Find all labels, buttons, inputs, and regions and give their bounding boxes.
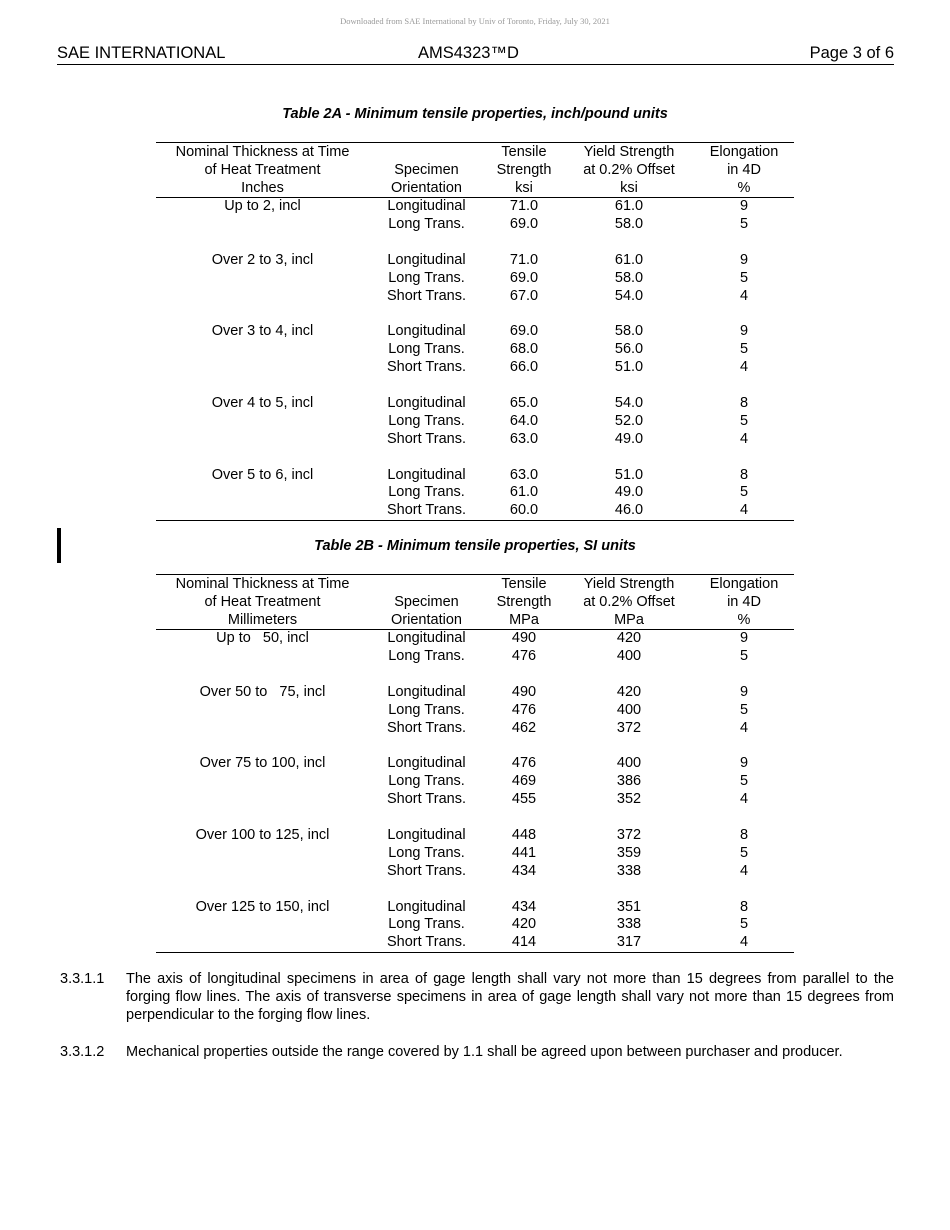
table-cell <box>156 720 369 738</box>
header-row <box>156 179 794 198</box>
table-cell: 63.0 <box>509 466 539 483</box>
spacer-row <box>156 737 794 755</box>
table-cell: Longitudinal <box>387 251 466 268</box>
table-cell: Long Trans. <box>388 215 465 232</box>
header-document-number: AMS4323™D <box>418 44 519 62</box>
spacer-row <box>156 234 794 252</box>
table-cell: 71.0 <box>509 251 539 268</box>
table-row <box>156 845 794 863</box>
table-row <box>156 702 794 720</box>
table-cell: 476 <box>511 755 537 772</box>
spacer-cell <box>156 666 794 684</box>
table-cell: 60.0 <box>509 502 539 519</box>
table-row <box>156 827 794 845</box>
column-header-line: of Heat Treatment <box>204 162 321 178</box>
table-cell: 9 <box>739 251 749 268</box>
column-header-line: % <box>737 612 751 628</box>
table-cell: 67.0 <box>509 287 539 304</box>
spacer-cell <box>156 737 794 755</box>
table-cell: 58.0 <box>614 269 644 286</box>
column-header-line: in 4D <box>727 594 761 610</box>
table-cell: 56.0 <box>614 341 644 358</box>
column-header-line: Specimen <box>394 594 459 610</box>
table-cell: 4 <box>739 934 749 951</box>
table-cell <box>156 773 369 791</box>
table-cell <box>156 484 369 502</box>
table-cell: Short Trans. <box>387 862 466 879</box>
table-cell: 5 <box>739 484 749 501</box>
table-row <box>156 773 794 791</box>
table-cell: 400 <box>616 647 642 664</box>
column-header-line: Strength <box>496 594 552 610</box>
table-cell: Longitudinal <box>387 466 466 483</box>
header-row <box>156 593 794 611</box>
table-cell: 64.0 <box>509 412 539 429</box>
table-row <box>156 899 794 917</box>
table-cell: 4 <box>739 430 749 447</box>
table-cell: 71.0 <box>509 198 539 214</box>
table-cell <box>156 845 369 863</box>
table-cell: Over 100 to 125, incl <box>195 826 330 843</box>
table-cell: 49.0 <box>614 484 644 501</box>
column-header-line: Nominal Thickness at Time <box>175 576 350 592</box>
table-2b-title: Table 2B - Minimum tensile properties, SI units <box>314 538 636 554</box>
paragraph-number: 3.3.1.1 <box>60 971 105 987</box>
table-cell: 420 <box>616 630 642 646</box>
table-row <box>156 467 794 485</box>
table-row <box>156 252 794 270</box>
table-cell: 352 <box>616 791 642 808</box>
table-cell: Long Trans. <box>388 773 465 790</box>
table-cell: 54.0 <box>614 287 644 304</box>
table-row <box>156 502 794 520</box>
table-cell: Over 3 to 4, incl <box>211 323 314 340</box>
spacer-row <box>156 305 794 323</box>
table-cell <box>156 341 369 359</box>
table-cell: 434 <box>511 862 537 879</box>
table-cell: Short Trans. <box>387 791 466 808</box>
column-header-line: ksi <box>620 180 638 196</box>
spacer-cell <box>156 449 794 467</box>
column-header-line: MPa <box>614 612 644 628</box>
table-row <box>156 323 794 341</box>
header-page-number: Page 3 of 6 <box>809 44 894 62</box>
table-cell: Long Trans. <box>388 269 465 286</box>
table-cell <box>156 934 369 952</box>
table-cell: 9 <box>739 630 749 646</box>
table-row <box>156 395 794 413</box>
table-cell: 9 <box>739 198 749 214</box>
table-cell: Longitudinal <box>387 826 466 843</box>
table-cell <box>156 502 369 520</box>
table-cell <box>156 791 369 809</box>
table-row <box>156 755 794 773</box>
table-cell <box>156 863 369 881</box>
table-cell: 49.0 <box>614 430 644 447</box>
table-cell: 61.0 <box>509 484 539 501</box>
table-cell: 9 <box>739 683 749 700</box>
table-cell: 469 <box>511 773 537 790</box>
table-cell <box>156 270 369 288</box>
header-row <box>156 143 794 162</box>
table-cell: 46.0 <box>614 502 644 519</box>
table-2a-title: Table 2A - Minimum tensile properties, inch/pound units <box>282 106 668 122</box>
table-cell: 414 <box>511 934 537 951</box>
table-cell: 69.0 <box>509 215 539 232</box>
table-cell: 68.0 <box>509 341 539 358</box>
table-cell: 5 <box>739 701 749 718</box>
table-cell: 5 <box>739 341 749 358</box>
table-cell: 58.0 <box>614 323 644 340</box>
table-cell: Over 50 to 75, incl <box>199 683 326 700</box>
table-cell: Up to 50, incl <box>216 630 309 646</box>
column-header-line: % <box>737 180 751 196</box>
table-cell: 4 <box>739 862 749 879</box>
column-header-line: Tensile <box>501 576 547 592</box>
table-cell: Longitudinal <box>387 630 466 646</box>
table-cell: 63.0 <box>509 430 539 447</box>
table-cell: 8 <box>739 466 749 483</box>
table-cell: 69.0 <box>509 323 539 340</box>
table-cell: 5 <box>739 916 749 933</box>
table-cell: Longitudinal <box>387 323 466 340</box>
table-row <box>156 270 794 288</box>
table-cell: 69.0 <box>509 269 539 286</box>
spacer-row <box>156 449 794 467</box>
table-cell: 351 <box>616 898 642 915</box>
table-cell: 4 <box>739 287 749 304</box>
table-cell: Up to 2, incl <box>224 198 301 214</box>
table-cell: Over 5 to 6, incl <box>211 466 314 483</box>
table-cell: 4 <box>739 791 749 808</box>
table-cell: 5 <box>739 269 749 286</box>
table-cell: 5 <box>739 412 749 429</box>
table-cell: 420 <box>616 683 642 700</box>
table-cell: Longitudinal <box>387 755 466 772</box>
table-2b <box>156 574 794 953</box>
table-cell: 434 <box>511 898 537 915</box>
table-cell: Over 2 to 3, incl <box>211 251 314 268</box>
table-cell <box>156 702 369 720</box>
table-cell: Long Trans. <box>388 844 465 861</box>
table-row <box>156 863 794 881</box>
table-cell: 8 <box>739 826 749 843</box>
column-header-line: Orientation <box>391 612 462 628</box>
column-header-line: Inches <box>241 180 284 196</box>
table-row <box>156 720 794 738</box>
table-cell: Longitudinal <box>387 394 466 411</box>
header-row <box>156 575 794 594</box>
table-cell: Short Trans. <box>387 430 466 447</box>
table-row <box>156 341 794 359</box>
table-cell: 441 <box>511 844 537 861</box>
table-cell: 5 <box>739 773 749 790</box>
table-cell: 490 <box>511 683 537 700</box>
download-watermark: Downloaded from SAE International by Univ of Toronto, Friday, July 30, 2021 <box>340 16 610 26</box>
table-cell: 58.0 <box>614 215 644 232</box>
table-row <box>156 431 794 449</box>
table-cell: 8 <box>739 394 749 411</box>
table-cell: Over 75 to 100, incl <box>199 755 326 772</box>
table-cell: Short Trans. <box>387 287 466 304</box>
table-cell: 372 <box>616 719 642 736</box>
paragraph-3-3-1-2 <box>60 1043 894 1061</box>
table-cell: 4 <box>739 719 749 736</box>
column-header-line: in 4D <box>727 162 761 178</box>
table-cell: 9 <box>739 323 749 340</box>
column-header-line: Yield Strength <box>583 144 675 160</box>
column-header-line: Orientation <box>391 180 462 196</box>
column-header-line: Yield Strength <box>583 576 675 592</box>
spacer-row <box>156 881 794 899</box>
table-cell: Long Trans. <box>388 484 465 501</box>
column-header-line: of Heat Treatment <box>204 594 321 610</box>
table-row <box>156 630 794 648</box>
spacer-row <box>156 809 794 827</box>
table-cell: 338 <box>616 862 642 879</box>
spacer-cell <box>156 234 794 252</box>
table-row <box>156 684 794 702</box>
table-cell: 51.0 <box>614 359 644 376</box>
spacer-cell <box>156 881 794 899</box>
table-cell: Short Trans. <box>387 934 466 951</box>
header-organization: SAE INTERNATIONAL <box>57 44 226 62</box>
table-cell <box>156 359 369 377</box>
table-row <box>156 648 794 666</box>
column-header-line: Millimeters <box>227 612 298 628</box>
table-row <box>156 216 794 234</box>
table-cell: 490 <box>511 630 537 646</box>
table-row <box>156 916 794 934</box>
table-cell: 5 <box>739 647 749 664</box>
table-cell: 338 <box>616 916 642 933</box>
table-cell: Short Trans. <box>387 719 466 736</box>
table-row <box>156 791 794 809</box>
table-cell: Long Trans. <box>388 701 465 718</box>
table-cell: 5 <box>739 215 749 232</box>
table-cell: Long Trans. <box>388 916 465 933</box>
column-header-line: ksi <box>515 180 533 196</box>
table-row <box>156 359 794 377</box>
column-header-line <box>369 143 484 162</box>
table-2b-body <box>156 630 794 953</box>
table-cell: 359 <box>616 844 642 861</box>
header-row <box>156 161 794 179</box>
spacer-cell <box>156 809 794 827</box>
table-cell: 476 <box>511 647 537 664</box>
paragraph-3-3-1-1 <box>60 970 894 1024</box>
table-2b-header <box>156 575 794 630</box>
table-cell: 317 <box>616 934 642 951</box>
table-cell: 5 <box>739 844 749 861</box>
column-header-line: Specimen <box>394 162 459 178</box>
table-cell: Longitudinal <box>387 198 466 214</box>
table-cell <box>156 431 369 449</box>
table-cell: 400 <box>616 701 642 718</box>
table-cell: 462 <box>511 719 537 736</box>
table-cell: Long Trans. <box>388 341 465 358</box>
header-row <box>156 611 794 630</box>
table-cell <box>156 648 369 666</box>
table-row <box>156 288 794 306</box>
column-header-line: Elongation <box>709 144 779 160</box>
table-cell: 54.0 <box>614 394 644 411</box>
table-cell: 9 <box>739 755 749 772</box>
table-cell: 4 <box>739 359 749 376</box>
table-cell: 66.0 <box>509 359 539 376</box>
column-header-line: Elongation <box>709 576 779 592</box>
table-cell: 386 <box>616 773 642 790</box>
table-cell: 61.0 <box>614 251 644 268</box>
column-header-line: Nominal Thickness at Time <box>175 144 350 160</box>
table-cell: 52.0 <box>614 412 644 429</box>
table-cell: Long Trans. <box>388 647 465 664</box>
column-header-line: at 0.2% Offset <box>583 162 675 178</box>
table-2a-body <box>156 198 794 521</box>
spacer-row <box>156 666 794 684</box>
paragraph-number: 3.3.1.2 <box>60 1044 105 1060</box>
paragraph-text: The axis of longitudinal specimens in area of gage length shall vary not more than 15 degrees from parallel to the forging flow lines. The axis of transverse specimens in area of gage length shall vary not more than 15 degrees from perpendicular to the forging flow lines. <box>126 971 894 1023</box>
table-cell: Over 4 to 5, incl <box>211 394 314 411</box>
paragraph-text: Mechanical properties outside the range covered by 1.1 shall be agreed upon between purchaser and producer. <box>126 1044 843 1060</box>
spacer-cell <box>156 305 794 323</box>
table-cell: 420 <box>511 916 537 933</box>
table-cell: 61.0 <box>614 198 644 214</box>
table-row <box>156 934 794 952</box>
table-cell: Long Trans. <box>388 412 465 429</box>
column-header-line: at 0.2% Offset <box>583 594 675 610</box>
spacer-row <box>156 377 794 395</box>
table-cell <box>156 916 369 934</box>
column-header-line: Strength <box>496 162 552 178</box>
table-row <box>156 484 794 502</box>
table-cell: 400 <box>616 755 642 772</box>
table-cell: 476 <box>511 701 537 718</box>
page-header <box>57 44 894 65</box>
table-cell: Longitudinal <box>387 683 466 700</box>
table-cell: 65.0 <box>509 394 539 411</box>
table-cell: 372 <box>616 826 642 843</box>
table-cell: 51.0 <box>614 466 644 483</box>
table-cell: 448 <box>511 826 537 843</box>
table-cell <box>156 288 369 306</box>
table-cell: Longitudinal <box>387 898 466 915</box>
table-2a <box>156 142 794 521</box>
table-row <box>156 413 794 431</box>
table-2a-header <box>156 143 794 198</box>
table-cell: Over 125 to 150, incl <box>195 898 330 915</box>
table-row <box>156 198 794 216</box>
table-cell: 455 <box>511 791 537 808</box>
table-cell: Short Trans. <box>387 502 466 519</box>
column-header-line <box>369 575 484 594</box>
column-header-line: Tensile <box>501 144 547 160</box>
table-cell: 8 <box>739 898 749 915</box>
table-cell <box>156 413 369 431</box>
table-cell <box>156 216 369 234</box>
column-header-line: MPa <box>509 612 539 628</box>
spacer-cell <box>156 377 794 395</box>
table-cell: 4 <box>739 502 749 519</box>
table-cell: Short Trans. <box>387 359 466 376</box>
